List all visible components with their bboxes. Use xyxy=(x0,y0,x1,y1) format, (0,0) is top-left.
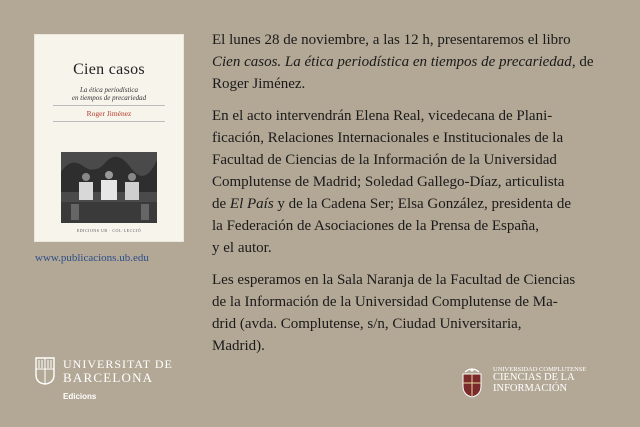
text-line: drid (avda. Complutense, s/n, Ciudad Universitaria, xyxy=(212,316,522,332)
ub-shield-icon xyxy=(35,357,55,385)
text-fragment: y de la Cadena Ser; Elsa González, presidenta de xyxy=(273,196,572,212)
text-line xyxy=(212,193,612,215)
book-subtitle xyxy=(35,86,183,102)
paragraph-venue xyxy=(212,269,612,357)
text-line: Facultad de Ciencias de la Información de la Universidad xyxy=(212,152,557,168)
ucm-logo xyxy=(459,366,609,406)
ub-edicions-label: Edicions xyxy=(63,392,97,401)
book-cover xyxy=(35,35,183,241)
text-line: de la Información de la Universidad Complutense de Ma- xyxy=(212,294,558,310)
ub-logo-line2: BARCELONA xyxy=(63,370,154,385)
text-line: ficación, Relaciones Internacionales e Institucionales de la xyxy=(212,130,564,146)
text-line: El lunes 28 de noviembre, a las 12 h, presentaremos el libro xyxy=(212,32,571,48)
publisher-website-link[interactable]: www.publicacions.ub.edu xyxy=(35,252,149,264)
text-fragment: , de xyxy=(571,54,594,70)
book-cover-photo xyxy=(61,152,157,223)
text-line: la Federación de Asociaciones de la Prensa de España, xyxy=(212,218,539,234)
text-fragment: de xyxy=(212,196,230,212)
invitation-text xyxy=(212,29,612,367)
ub-logo xyxy=(35,357,173,407)
book-subtitle-line: en tiempos de precariedad xyxy=(71,94,147,102)
text-line: Roger Jiménez. xyxy=(212,76,306,92)
paragraph-announcement xyxy=(212,29,612,95)
divider xyxy=(53,121,165,122)
book-title: Cien casos xyxy=(73,61,145,78)
book-author: Roger Jiménez xyxy=(86,109,132,118)
ub-logo-line1: UNIVERSITAT DE xyxy=(63,357,173,371)
ucm-logo-line2: CIENCIAS DE LA xyxy=(493,372,575,383)
text-line: Madrid). xyxy=(212,338,265,354)
book-title-italic: Cien casos. La ética periodística en tiempos de precariedad xyxy=(212,54,572,70)
text-line: En el acto intervendrán Elena Real, vicedecana de Plani- xyxy=(212,108,553,124)
ucm-logo-line1: UNIVERSIDAD COMPLUTENSE xyxy=(493,366,587,373)
text-line: y el autor. xyxy=(212,240,272,256)
book-subtitle-line: La ética periodística xyxy=(80,86,138,94)
newspaper-name-italic: El País xyxy=(229,196,274,212)
text-line xyxy=(212,51,612,73)
text-line: Complutense de Madrid; Soledad Gallego-Díaz, articulista xyxy=(212,174,565,190)
paragraph-speakers xyxy=(212,105,612,259)
text-line: Les esperamos en la Sala Naranja de la Facultad de Ciencias xyxy=(212,272,576,288)
book-publisher: EDICIONS UB · COL·LECCIÓ xyxy=(76,228,142,233)
ucm-logo-line3: INFORMACIÓN xyxy=(493,383,568,394)
divider xyxy=(53,105,165,106)
ucm-crest-icon xyxy=(459,366,485,398)
